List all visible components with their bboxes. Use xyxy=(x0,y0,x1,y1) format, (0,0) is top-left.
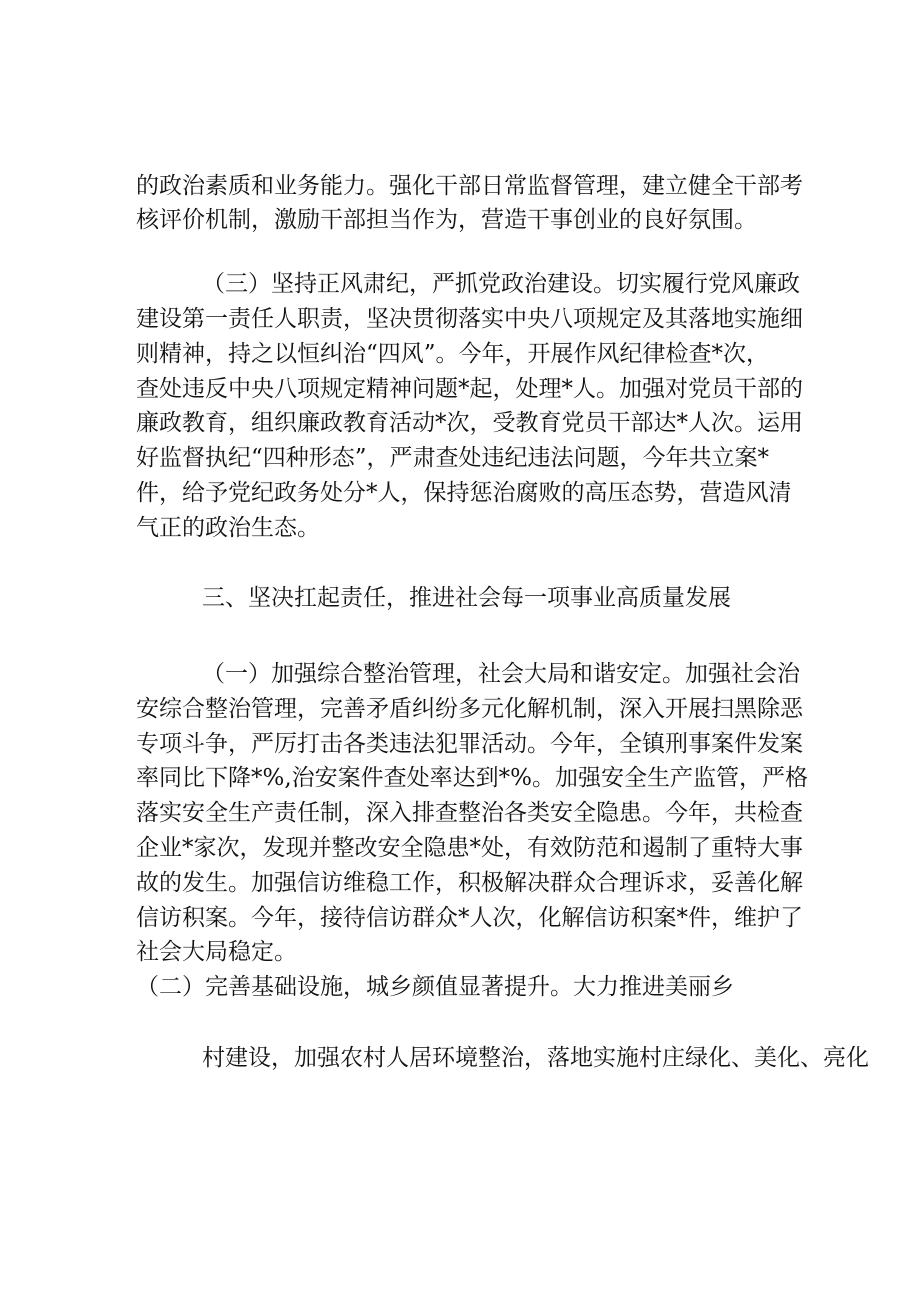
body-text-line: 安综合整治管理，完善矛盾纠纷多元化解机制，深入开展扫黑除恶 xyxy=(136,696,803,722)
body-text-line: 故的发生。加强信访维稳工作，积极解决群众合理诉求，妥善化解 xyxy=(136,870,803,896)
subsection-heading-line: 村建设，加强农村人居环境整治，落地实施村庄绿化、美化、亮化 xyxy=(202,1045,869,1071)
body-text-line: 则精神，持之以恒纠治“四风”。今年，开展作风纪律检查*次， xyxy=(136,341,770,367)
body-text-line: 查处违反中央八项规定精神问题*起，处理*人。加强对党员干部的 xyxy=(136,376,803,402)
body-text-line: 好监督执纪“四种形态”，严肃查处违纪违法问题，今年共立案* xyxy=(136,445,770,471)
section-heading-line: 三、坚决扛起责任，推进社会每一项事业高质量发展 xyxy=(202,585,731,611)
body-text-line: 专项斗争，严厉打击各类违法犯罪活动。今年，全镇刑事案件发案 xyxy=(136,731,803,757)
body-text-line: 企业*家次，发现并整改安全隐患*处，有效防范和遏制了重特大事 xyxy=(136,835,803,861)
body-text-line: 件，给予党纪政务处分*人，保持惩治腐败的高压态势，营造风清 xyxy=(136,480,792,506)
body-text-line: 社会大局稳定。 xyxy=(136,939,297,965)
body-text-line: 廉政教育，组织廉政教育活动*次，受教育党员干部达*人次。运用 xyxy=(136,410,803,436)
subsection-heading-line: （三）坚持正风肃纪，严抓党政治建设。切实履行党风廉政 xyxy=(202,271,800,297)
body-text-line: 核评价机制，激励干部担当作为，营造干事创业的良好氛围。 xyxy=(136,207,757,233)
body-text-line: （二）完善基础设施，城乡颜值显著提升。大力推进美丽乡 xyxy=(136,974,734,1000)
body-text-line: 建设第一责任人职责，坚决贯彻落实中央八项规定及其落地实施细 xyxy=(136,306,803,332)
body-text-line: 率同比下降*%,治安案件查处率达到*%。加强安全生产监管，严格 xyxy=(136,765,809,791)
subsection-heading-line: （一）加强综合整治管理，社会大局和谐安定。加强社会治 xyxy=(202,661,800,687)
body-text-line: 落实安全生产责任制，深入排查整治各类安全隐患。今年，共检查 xyxy=(136,800,803,826)
body-text-line: 气正的政治生态。 xyxy=(136,515,320,541)
body-text-line xyxy=(136,1073,796,1113)
body-text-line: 的政治素质和业务能力。强化干部日常监督管理，建立健全干部考 xyxy=(136,173,803,199)
body-text-line: 信访积案。今年，接待信访群众*人次，化解信访积案*件，维护了 xyxy=(136,905,803,931)
